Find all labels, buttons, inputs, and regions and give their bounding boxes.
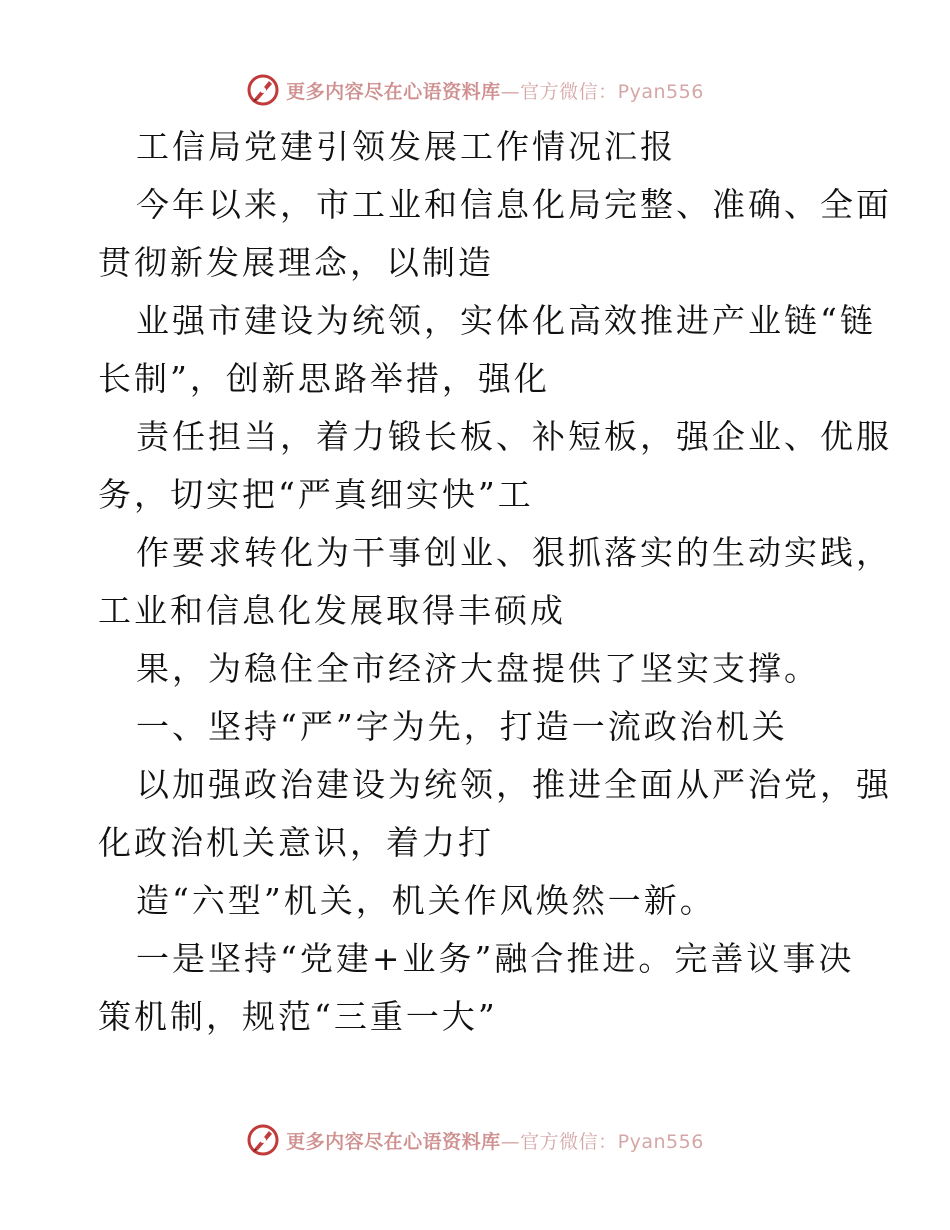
watermark-cn-text: 更多内容尽在心语资料库 [286,80,501,103]
paragraph-line: 策机制，规范“三重一大” [98,997,498,1036]
footer-watermark [0,1120,950,1160]
watermark-text [286,77,704,104]
document-title: 工信局党建引领发展工作情况汇报 [136,127,676,166]
watermark-text [286,1127,704,1154]
paragraph-line: 造“六型”机关，机关作风焕然一新。 [136,881,716,920]
paragraph-line: 责任担当，着力锻长板、补短板，强企业、优服 [136,417,892,456]
paragraph-line: 一是坚持“党建+业务”融合推进。完善议事决 [136,939,855,978]
paragraph-line: 业强市建设为统领，实体化高效推进产业链“链 [136,301,876,340]
watermark-wechat-text: —官方微信：Pyan556 [500,80,704,103]
paragraph-line: 以加强政治建设为统领，推进全面从严治党，强 [136,765,892,804]
paragraph-line: 化政治机关意识，着力打 [98,823,494,862]
paragraph-line: 今年以来，市工业和信息化局完整、准确、全面 [136,185,892,224]
paragraph-line: 工业和信息化发展取得丰硕成 [98,591,566,630]
watermark-wechat-text: —官方微信：Pyan556 [500,1130,704,1153]
watermark-cn-text: 更多内容尽在心语资料库 [286,1130,501,1153]
paragraph-line: 长制”，创新思路举措，强化 [98,359,550,398]
paragraph-line: 作要求转化为干事创业、狠抓落实的生动实践， [136,533,892,572]
quill-pen-logo-icon [246,1123,280,1157]
header-watermark [0,70,950,110]
section-heading: 一、坚持“严”字为先，打造一流政治机关 [136,707,788,746]
document-body [98,118,892,1046]
paragraph-line: 果，为稳住全市经济大盘提供了坚实支撑。 [136,649,820,688]
paragraph-line: 贯彻新发展理念，以制造 [98,243,494,282]
quill-pen-logo-icon [246,73,280,107]
paragraph-line: 务，切实把“严真细实快”工 [98,475,534,514]
